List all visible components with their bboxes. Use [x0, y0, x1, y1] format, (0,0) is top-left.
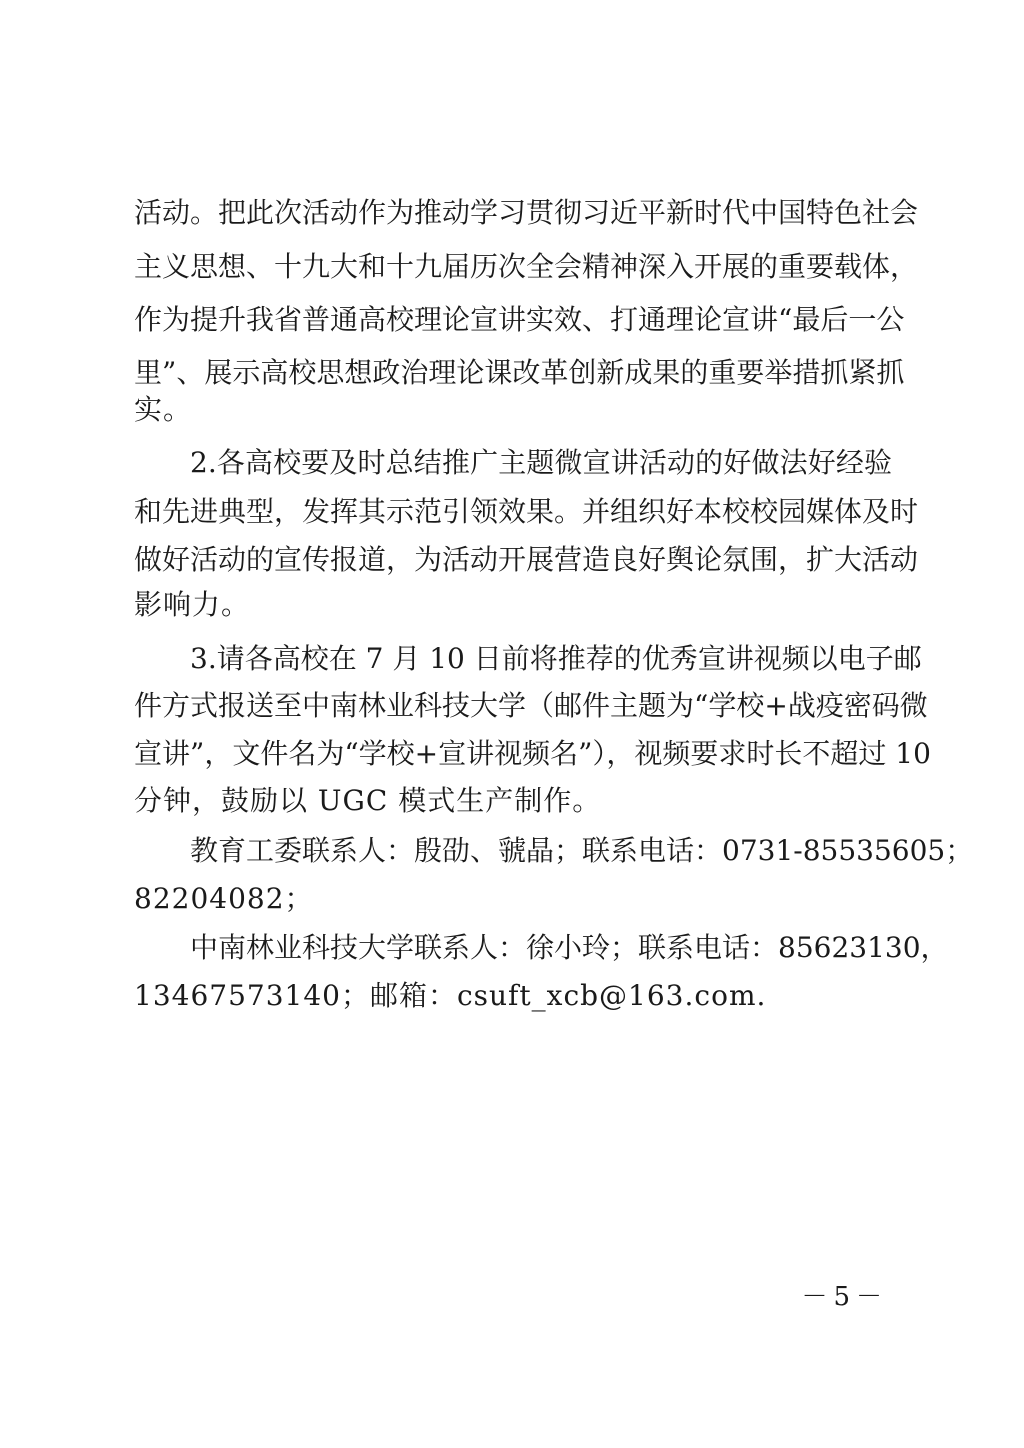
- paragraph-1-line-2: 主义思想、十九大和十九届历次全会精神深入开展的重要载体，: [134, 250, 919, 283]
- paragraph-1-line-5: 实。: [134, 393, 193, 426]
- paragraph-1-line-4: 里”、展示高校思想政治理论课改革创新成果的重要举措抓紧抓: [134, 356, 905, 389]
- contact-university-line-2: 13467573140；邮箱：csuft_xcb@163.com.: [134, 979, 767, 1012]
- paragraph-3-line-2: 件方式报送至中南林业科技大学（邮件主题为“学校+战疫密码微: [134, 689, 928, 722]
- page-number: －5－: [801, 1282, 888, 1312]
- paragraph-1-line-3: 作为提升我省普通高校理论宣讲实效、打通理论宣讲“最后一公: [134, 303, 905, 336]
- paragraph-2-line-2: 和先进典型，发挥其示范引领效果。并组织好本校校园媒体及时: [134, 495, 919, 528]
- contact-education-line-2: 82204082；: [134, 882, 314, 915]
- paragraph-2-line-1: 2.各高校要及时总结推广主题微宣讲活动的好做法好经验: [190, 446, 892, 479]
- paragraph-2-line-4: 影响力。: [134, 588, 251, 621]
- contact-education-line-1: 教育工委联系人：殷劭、虢晶；联系电话：0731-85535605；: [190, 834, 974, 867]
- paragraph-3-line-1: 3.请各高校在 7 月 10 日前将推荐的优秀宣讲视频以电子邮: [190, 642, 922, 675]
- contact-university-line-1: 中南林业科技大学联系人：徐小玲；联系电话：85623130，: [190, 931, 949, 964]
- paragraph-1-line-1: 活动。把此次活动作为推动学习贯彻习近平新时代中国特色社会: [134, 196, 919, 229]
- paragraph-3-line-3: 宣讲”，文件名为“学校+宣讲视频名”），视频要求时长不超过 10: [134, 737, 931, 770]
- paragraph-3-line-4: 分钟，鼓励以 UGC 模式生产制作。: [134, 784, 602, 817]
- paragraph-2-line-3: 做好活动的宣传报道，为活动开展营造良好舆论氛围，扩大活动: [134, 543, 919, 576]
